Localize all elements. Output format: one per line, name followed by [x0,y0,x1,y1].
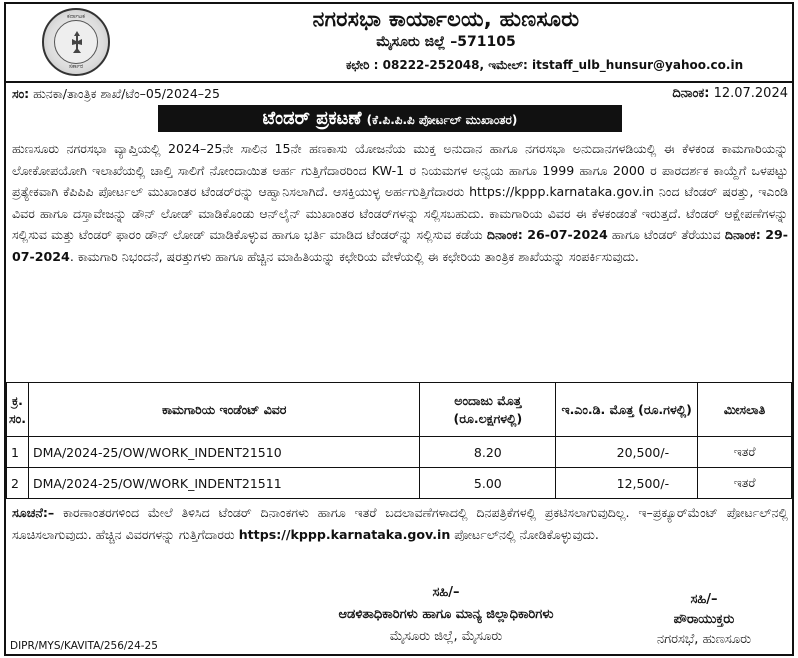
office-title: ನಗರಸಭಾ ಕಾರ್ಯಾಲಯ, ಹುಣಸೂರು [312,7,580,31]
designation-right: ಪೌರಾಯುಕ್ತರು [673,612,735,627]
tender-body [12,138,788,267]
header-work: ಕಾಮಗಾರಿಯ ಇಂಡೆಂಟ್ ವಿವರ [28,383,419,437]
dipr-code: DIPR/MYS/KAVITA/256/24-25 [10,640,158,652]
notice-text: ಕಾರಣಾಂತರಗಳಿಂದ ಮೇಲೆ ತಿಳಿಸಿದ ಟೆಂಡರ್ ದಿನಾಂಕಗಳು ಹಾಗೂ ಇತರೆ ಬದಲಾವಣೆಗಳಾದಲ್ಲಿ ದಿನಪತ್ರಿಕೆಗಳಲ್ಲಿ ಪ್ರಕಟಿಸಲಾಗುವುದಿಲ್ಲ. ಇ–ಪ್ರಕ್ಯೂರ್‌ಮೆಂಟ್ ಪೋರ್ಟಲ್‌ನಲ್ಲಿ ಸೂಚಿಸಲಾಗುವುದು. ಹೆಚ್ಚಿನ ವಿವರಗಳನ್ನು ಗುತ್ತಿಗೆದಾರರು [12,505,788,542]
notice-label: ಸೂಚನೆ:– [12,505,55,520]
body-text-c: . ಕಾಮಗಾರಿ ನಿಭಂದನೆ, ಷರತ್ತುಗಳು ಹಾಗೂ ಹೆಚ್ಚಿನ ಮಾಹಿತಿಯನ್ನು ಕಛೇರಿಯ ವೇಳೆಯಲ್ಲಿ ಈ ಕಛೇರಿಯ ತಾಂತ್ರಿಕ ಶಾಖೆಯನ್ನು ಸಂಪರ್ಕಿಸುವುದು. [69,248,639,264]
works-table [6,382,792,499]
portal-link[interactable]: https://kppp.karnataka.gov.in [238,526,451,542]
signed-mark-right: ಸಹಿ/– [690,592,718,607]
header [6,4,792,80]
cell-emd: 12,500/- [556,468,698,499]
last-date: ದಿನಾಂಕ: 26-07-2024 [486,227,608,242]
cell-reservation: ಇತರೆ [698,437,792,468]
office-contact: ಕಛೇರಿ : 08222-252048, ಇಮೇಲ್: itstaff_ulb_hunsur@yahoo.co.in [346,58,744,72]
reference-number [12,86,220,102]
seal-inner-ring [54,20,98,64]
emblem-icon [67,29,87,55]
cell-amount: 5.00 [420,468,556,499]
office-district: ಮೈಸೂರು ಜಿಲ್ಲೆ –571105 [376,34,516,50]
signature-block-left [276,582,616,648]
cell-amount: 8.20 [420,437,556,468]
header-amount: ಅಂದಾಜು ಮೊತ್ತ (ರೂ.ಲಕ್ಷಗಳಲ್ಲಿ) [420,383,556,437]
body-text-b: ಹಾಗೂ ಟೆಂಡರ್ ತೆರೆಯುವ [607,227,725,242]
header-emd: ಇ.ಎಂ.ಡಿ. ಮೊತ್ತ (ರೂ.ಗಳಲ್ಲಿ) [556,383,698,437]
tender-notice-page [4,2,794,656]
notice-text-end: ಪೋರ್ಟಲ್‌ನಲ್ಲಿ ನೋಡಿಕೊಳ್ಳುವುದು. [450,526,599,542]
cell-reservation: ಇತರೆ [698,468,792,499]
cell-work: DMA/2024-25/OW/WORK_INDENT21510 [28,437,419,468]
seal-top-text: ಕರ್ನಾಟಕ [67,13,85,20]
place-right: ನಗರಸಭೆ, ಹುಣಸೂರು [656,632,752,647]
cell-sl: 1 [7,437,29,468]
table-row [7,437,792,468]
designation-left: ಆಡಳಿತಾಧಿಕಾರಿಗಳು ಹಾಗೂ ಮಾನ್ಯ ಜಿಲ್ಲಾಧಿಕಾರಿಗಳು [338,607,554,622]
table-header-row [7,383,792,437]
banner-title: ಟೆಂಡರ್ ಪ್ರಕಟಣೆ [262,108,362,129]
banner-subtitle: (ಕೆ.ಪಿ.ಪಿ.ಪಿ ಪೋರ್ಟಲ್ ಮುಖಾಂತರ) [366,113,518,127]
header-sl: ಕ್ರ. ಸಂ. [7,383,29,437]
reference-label: ಸಂ: [12,86,30,101]
signed-mark-left: ಸಹಿ/– [432,585,460,600]
reference-value: ಹುನಕಾ/ತಾಂತ್ರಿಕ ಶಾಖೆ/ಟೆಂ–05/2024–25 [33,86,220,101]
table-row [7,468,792,499]
notice-paragraph [12,502,788,545]
reference-row [6,81,792,103]
place-left: ಮೈಸೂರು ಜಿಲ್ಲೆ, ಮೈಸೂರು [389,629,503,644]
body-text-a: ಹುಣಸೂರು ನಗರಸಭಾ ವ್ಯಾಪ್ತಿಯಲ್ಲಿ 2024–25ನೇ ಸಾಲಿನ 15ನೇ ಹಣಕಾಸು ಯೋಜನೆಯ ಮುಕ್ತ ಅನುದಾನ ಹಾಗೂ ನಗರಸಭಾ ಅನುದಾನಗಳಡಿಯಲ್ಲಿ ಈ ಕೆಳಕಂಡ ಕಾಮಗಾರಿಯನ್ನು ಲೋಕೋಪಯೋಗಿ ಇಲಾಖೆಯಲ್ಲಿ ಚಾಲ್ತಿ ಸಾಲಿಗೆ ನೋಂದಾಯಿತ ಅರ್ಹ ಗುತ್ತಿಗೆದಾರರಿಂದ KW-1 ರ ನಿಯಮಗಳ ಅನ್ವಯ ಹಾಗೂ 1999 ಹಾಗೂ 2000 ರ ಪಾರದರ್ಶಕ ಕಾಯ್ದೆಗೆ ಒಳಪಟ್ಟು ಪ್ರತ್ಯೇಕವಾಗಿ ಕೆಪಿಪಿಪಿ ಪೋರ್ಟಲ್ ಮುಖಾಂತರ ಟೆಂಡರ್‌ರನ್ನು ಆಹ್ವಾನಿಸಲಾಗಿದೆ. ಆಸಕ್ತಿಯುಳ್ಳ ಅರ್ಹಗುತ್ತಿಗೆದಾರರು https://kppp.karnataka.gov.in ನಿಂದ ಟೆಂಡರ್ ಷರತ್ತು, ಇಎಂಡಿ ವಿವರ ಹಾಗೂ ದಸ್ತಾವೇಜನ್ನು ಡೌನ್ ಲೋಡ್ ಮಾಡಿಕೊಂಡು ಆನ್‌ಲೈನ್ ಮುಖಾಂತರ ಟೆಂಡರ್‌ಗಳನ್ನು ಸಲ್ಲಿಸಬಹುದು. ಕಾಮಗಾರಿಯ ವಿವರ ಈ ಕೆಳಕಂಡಂತೆ ಇರುತ್ತದೆ. ಟೆಂಡರ್ ಆಕ್ಷೇಪಣೆಗಳನ್ನು ಸಲ್ಲಿಸುವ ಮತ್ತು ಟೆಂಡರ್ ಫಾರಂ ಡೌನ್ ಲೋಡ್ ಮಾಡಿಕೊಳ್ಳುವ ಹಾಗೂ ಭರ್ತಿ ಮಾಡಿದ ಟೆಂಡರ್‌ನ್ನು ಸಲ್ಲಿಸುವ ಕಡೆಯ [12,141,788,242]
date-label: ದಿನಾಂಕ: [672,86,710,101]
signature-block-right [616,590,792,650]
cell-work: DMA/2024-25/OW/WORK_INDENT21511 [28,468,419,499]
header-reservation: ಮೀಸಲಾತಿ [698,383,792,437]
tender-banner [158,105,622,132]
cell-emd: 20,500/- [556,437,698,468]
reference-date [672,86,788,101]
government-seal-icon [42,8,110,76]
cell-sl: 2 [7,468,29,499]
date-value: 12.07.2024 [713,86,788,101]
seal-bottom-text: ಸರ್ಕಾರ [68,63,84,70]
open-date: ದಿನಾಂಕ: 29-07-2024 [12,227,788,264]
